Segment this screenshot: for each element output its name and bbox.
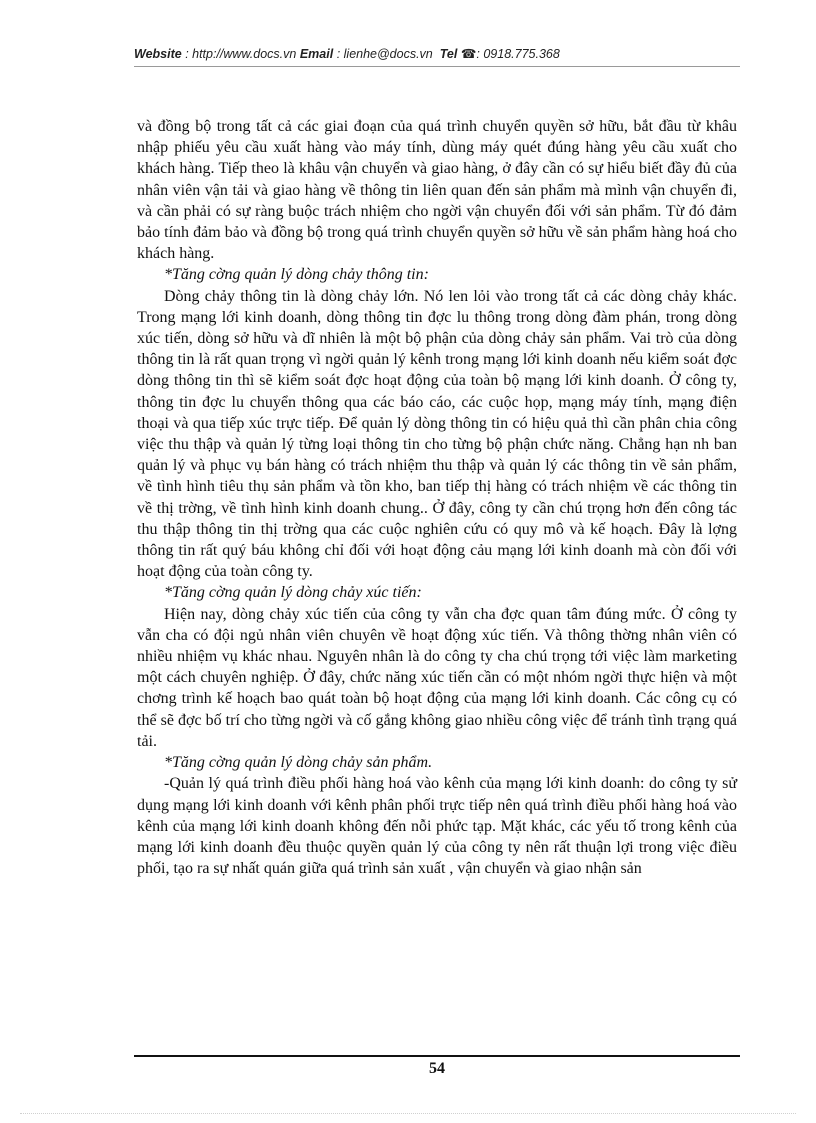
tel-number: : 0918.775.368 (476, 47, 560, 61)
paragraph-promotion-flow: Hiện nay, dòng chảy xúc tiến của công ty vẫn cha đợc quan tâm đúng mức. Ở công ty vẫn cha có đội ngủ nhân viên chuyên về hoạt động xúc tiến. Và thông thờng nhân viên có nhiều nhiệm vụ khác nhau. Nguyên nhân là do công ty cha chú trọng tới việc làm marketing một cách chuyên nghiệp. Ở đây, chức năng xúc tiến cần có một nhóm ngời thực hiện và một chơng trình kế hoạch bao quát toàn bộ hoạt động của mạng lới kinh doanh. Các công cụ có thể sẽ đợc bố trí cho từng ngời và cố gắng không giao nhiều công việc để tránh tình trạng quá tải. (137, 605, 737, 750)
page-bottom-border (20, 1113, 796, 1114)
footer-divider (134, 1055, 740, 1057)
section-heading-information-flow: *Tăng cờng quản lý dòng chảy thông tin: (164, 266, 429, 284)
section-heading-promotion-flow: *Tăng cờng quản lý dòng chảy xúc tiến: (164, 584, 422, 602)
paragraph-product-flow: -Quản lý quá trình điều phối hàng hoá vào kênh của mạng lới kinh doanh: do công ty sử dụng mạng lới kinh doanh với kênh phân phối trực tiếp nên quá trình điều phối hàng hoá vào kênh của mạng lới kinh doanh không đến nỗi phức tạp. Mặt khác, các yếu tố trong kênh của mạng lới kinh doanh đều thuộc quyền quản lý của công ty nên rất thuận lợi trong việc điều phối, tạo ra sự nhất quán giữa quá trình sản xuất , vận chuyển và giao nhận sản (137, 775, 737, 878)
paragraph-information-flow: Dòng chảy thông tin là dòng chảy lớn. Nó len lỏi vào trong tất cả các dòng chảy khác. Trong mạng lới kinh doanh, dòng thông tin đợc lu thông trong dòng đàm phán, trong dòng xúc tiến, dòng sở hữu và dĩ nhiên là một bộ phận của dòng chảy sản phẩm. Vai trò của dòng thông tin là rất quan trọng vì ngời quản lý kênh trong mạng lới kinh doanh nếu kiểm soát đợc dòng thông tin thì sẽ kiểm soát đợc hoạt động của toàn bộ mạng lới kinh doanh. Ở công ty, thông tin đợc lu chuyển thông qua các báo cáo, các cuộc họp, mạng máy tính, mạng điện thoại và qua tiếp xúc trực tiếp. Để quản lý dòng thông tin có hiệu quả thì cần phân chia công việc thu thập và quản lý từng loại thông tin cho từng bộ phận chức năng. Chẳng hạn nh ban quản lý và phục vụ bán hàng có trách nhiệm thu thập và quản lý các thông tin về sản phẩm, về tình hình tiêu thụ sản phẩm và tồn kho, ban tiếp thị hàng có trách nhiệm về các thông tin về thị trờng, về tình hình kinh doanh chung.. Ở đây, công ty cần chú trọng hơn đến công tác thu thập thông tin thị trờng qua các cuộc nghiên cứu có quy mô và kế hoạch. Đây là lợng thông tin rất quý báu không chỉ đối với hoạt động cảu mạng lới kinh doanh mà còn đối với hoạt động của toàn công ty. (137, 287, 737, 581)
email-label: Email (299, 47, 334, 61)
telephone-icon: ☎ (460, 47, 477, 61)
website-url[interactable]: : http://www.docs.vn (185, 47, 297, 61)
email-address[interactable]: : lienhe@docs.vn (336, 47, 433, 61)
header-divider (134, 66, 740, 67)
paragraph-continuation: và đồng bộ trong tất cả các giai đoạn của quá trình chuyển quyền sở hữu, bắt đầu từ khâu nhập phiếu yêu cầu xuất hàng vào máy tính, dùng máy quét đúng hàng yêu cầu xuất cho khách hàng. Tiếp theo là khâu vận chuyển và giao hàng, ở đây cần có sự hiểu biết đầy đủ của nhân viên vận tải và giao hàng về thông tin liên quan đến sản phẩm mà mình vận chuyển đi, và cần phải có sự ràng buộc trách nhiệm cho ngời vận chuyển đối với sản phẩm. Từ đó đảm bảo tính đảm bảo và đồng bộ trong quá trình chuyển quyền sở hữu về sản phẩm hàng hoá cho khách hàng. (137, 118, 737, 263)
document-body (137, 116, 737, 879)
website-label: Website (134, 47, 182, 61)
tel-label: Tel (439, 47, 458, 61)
section-heading-product-flow: *Tăng cờng quản lý dòng chảy sản phẩm. (164, 754, 433, 772)
page-number: 54 (429, 1060, 445, 1077)
page-header (134, 46, 740, 61)
